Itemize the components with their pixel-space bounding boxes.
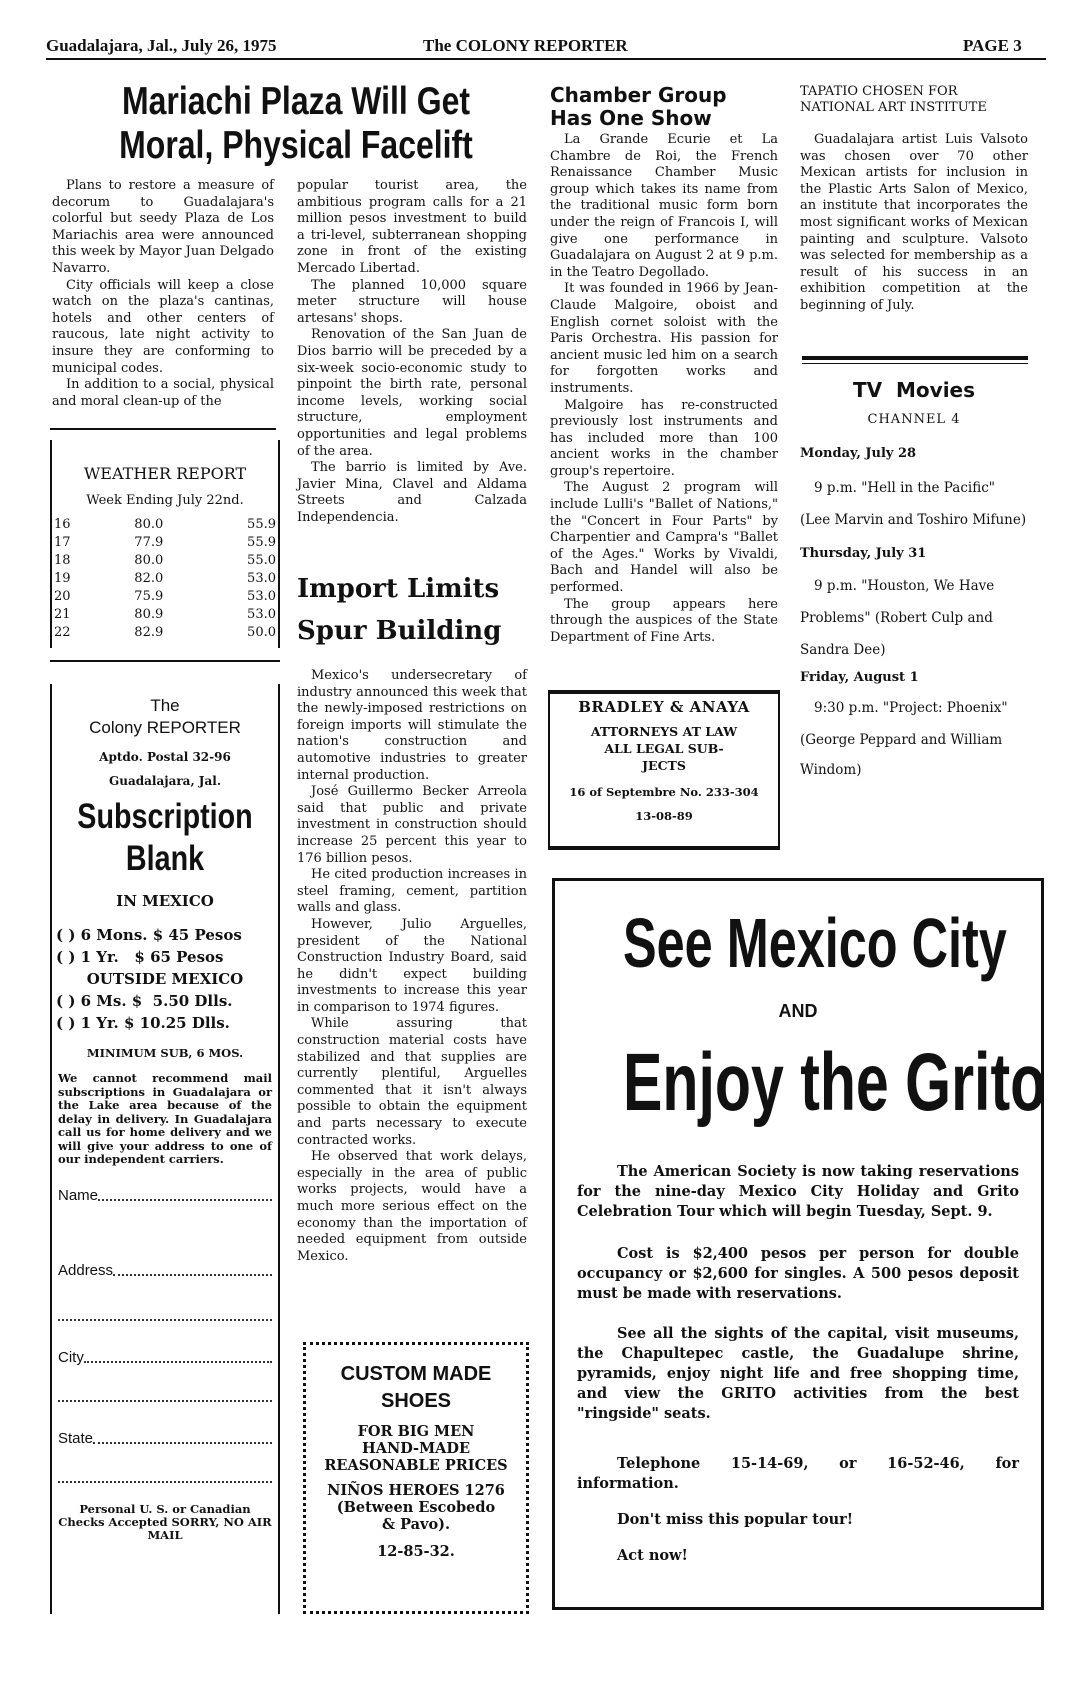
- mexico-headline-1: See Mexico City: [623, 904, 1007, 982]
- tv-friday-film: 9:30 p.m. "Project: Phoenix": [814, 700, 1008, 716]
- shoes-line-1: CUSTOM MADE: [340, 1363, 492, 1385]
- mexico-and: AND: [778, 1001, 818, 1021]
- mexico-para-5: Don't miss this popular tour!: [617, 1511, 854, 1528]
- lawyers-phone: 13-08-89: [635, 809, 693, 823]
- weather-row: 22 82.9 50.0: [54, 625, 276, 640]
- shoes-line-2: SHOES: [380, 1390, 452, 1412]
- subscription-title-line2: Blank: [125, 839, 205, 878]
- lawyers-ad: [548, 690, 780, 850]
- mexico-para-3: See all the sights of the capital, visit museums, the Chapultepec castle, the Guadalupe shrine, pyramids, enjoy night life and free shopping time, and view the GRITO activities from the best "ringside" seats.: [577, 1325, 1019, 1422]
- tv-monday-film: 9 p.m. "Hell in the Pacific": [814, 480, 995, 496]
- chamber-headline-line1: Chamber Group: [550, 83, 727, 107]
- mariachi-headline: [46, 80, 546, 168]
- imports-para-3: He cited production increases in steel framing, cement, partition walls and glass.: [297, 867, 527, 916]
- subscription-title: [52, 796, 278, 880]
- chamber-body: [550, 132, 778, 646]
- tv-friday: Friday, August 1: [800, 670, 919, 685]
- tv-title: TV Movies: [852, 378, 976, 402]
- subscription-colony-reporter: Colony REPORTER: [89, 718, 241, 737]
- shoes-ad: [303, 1342, 529, 1614]
- subscription-outside: OUTSIDE MEXICO: [86, 970, 244, 988]
- tv-thursday-cast: Sandra Dee): [800, 642, 886, 658]
- city-extra-line[interactable]: [58, 1400, 272, 1402]
- chamber-para-4: The August 2 program will include Lulli's "Ballet of Nations," the "Concert in Four Parts" by Charpentier and Campra's "Ballet of the Ages." Works by Vivaldi, Bach and Handel will also be performed.: [550, 480, 778, 596]
- state-label: State: [58, 1429, 94, 1447]
- imports-headline-line1: Import Limits: [297, 574, 500, 604]
- mariachi-column-2: [297, 178, 527, 526]
- lawyers-name: BRADLEY & ANAYA: [578, 698, 750, 716]
- subscription-rate-3: ( ) 6 Ms. $ 5.50 Dlls.: [56, 992, 233, 1010]
- imports-body: [297, 668, 527, 1265]
- imports-para-1: Mexico's undersecretary of industry announced this week that the newly-imposed restrictions on foreign imports will stimulate the nation's construction and automotive industries to greater internal production.: [297, 668, 527, 783]
- mexico-body: [577, 1162, 1019, 1566]
- mariachi-para-4: popular tourist area, the ambitious program calls for a 21 million pesos investment to build a tri-level, subterranean shopping zone in front of the existing Mercado Libertad.: [297, 178, 527, 276]
- subscription-rate-1: ( ) 6 Mons. $ 45 Pesos: [56, 926, 242, 944]
- tapatio-para: Guadalajara artist Luis Valsoto was chosen over 70 other Mexican artists for inclusion in the Plastic Arts Salon of Mexico, an institute that incorporates the most significant works of Mexican painting and sculpture. Valsoto was selected for membership as a result of his success in an exhibition competition at the beginning of July.: [800, 132, 1028, 313]
- mexico-para-4: Telephone 15-14-69, or 16-52-46, for information.: [577, 1455, 1019, 1492]
- weather-row: 21 80.9 53.0: [54, 607, 276, 622]
- mexico-para-1: The American Society is now taking reservations for the nine-day Mexico City Holiday and Grito Celebration Tour which will begin Tuesday, Sept. 9.: [577, 1163, 1019, 1220]
- weather-bottom-rule: [50, 660, 280, 662]
- address-label: Address: [58, 1261, 114, 1279]
- subscription-name-field[interactable]: [58, 1187, 272, 1204]
- name-label: Name: [58, 1186, 99, 1204]
- mariachi-headline-line2: Moral, Physical Facelift: [119, 124, 473, 167]
- lawyers-line-3: ALL LEGAL SUB-: [604, 741, 724, 756]
- subscription-city-field[interactable]: [58, 1349, 272, 1366]
- weather-row: 18 80.0 55.0: [54, 553, 276, 568]
- address-extra-line[interactable]: [58, 1319, 272, 1321]
- city-label: City: [58, 1348, 84, 1366]
- tapatio-rule-thin: [802, 363, 1028, 364]
- mariachi-column-1: [52, 178, 274, 410]
- imports-para-5: While assuring that construction material costs have stabilized and that supplies are currently plentiful, Arguelles commented that it isn't always possible to obtain the equipment and parts necessary to execute contracted works.: [297, 1016, 527, 1148]
- lawyers-line-4: JECTS: [642, 758, 686, 773]
- mariachi-para-5: The planned 10,000 square meter structure will house artesans' shops.: [297, 277, 527, 326]
- mexico-city-ad: [552, 878, 1047, 1610]
- subscription-rate-4: ( ) 1 Yr. $ 10.25 Dlls.: [56, 1014, 230, 1032]
- shoes-line-4: HAND-MADE: [362, 1440, 470, 1457]
- imports-headline-line2: Spur Building: [297, 616, 502, 646]
- mariachi-para-2: City officials will keep a close watch on the plaza's cantinas, hotels and other centers of raucous, late night activity to insure they are conforming to municipal codes.: [52, 277, 274, 376]
- mexico-para-6: Act now!: [617, 1547, 688, 1564]
- subscription-in-mexico: IN MEXICO: [116, 892, 214, 910]
- subscription-title-line1: Subscription: [77, 797, 253, 836]
- weather-subtitle: Week Ending July 22nd.: [86, 493, 244, 508]
- weather-row: 20 75.9 53.0: [54, 589, 276, 604]
- subscription-notice: We cannot recommend mail subscriptions in Guadalajara or the Lake area because of the delay in delivery. In Guadalajara call us for home delivery and we will give your address to one of our independent carriers.: [58, 1071, 272, 1166]
- tv-thursday-film: 9 p.m. "Houston, We Have: [814, 578, 995, 594]
- shoes-line-6: NIÑOS HEROES 1276: [327, 1482, 505, 1499]
- weather-row: 17 77.9 55.9: [54, 535, 276, 550]
- subscription-state-field[interactable]: [58, 1430, 272, 1447]
- chamber-para-2: It was founded in 1966 by Jean-Claude Malgoire, oboist and English cornet soloist with the Paris Orchestra. His passion for ancient music led him on a search for forgotten works and instruments.: [550, 281, 778, 396]
- subscription-address-field[interactable]: [58, 1262, 272, 1279]
- subscription-city: Guadalajara, Jal.: [108, 774, 221, 788]
- tapatio-body: [800, 132, 1028, 315]
- mexico-headline-2: Enjoy the Grito: [623, 1037, 1047, 1128]
- tv-friday-cast: (George Peppard and William: [800, 732, 1003, 748]
- subscription-footer: Personal U. S. or Canadian Checks Accepted SORRY, NO AIR MAIL: [58, 1501, 272, 1542]
- lawyers-line-2: ATTORNEYS AT LAW: [590, 724, 738, 739]
- mariachi-para-1: Plans to restore a measure of decorum to Guadalajara's colorful but seedy Plaza de Los Mariachis area were announced this week by Mayor Juan Delgado Navarro.: [52, 178, 274, 276]
- chamber-headline: [550, 84, 780, 130]
- shoes-line-3: FOR BIG MEN: [357, 1423, 475, 1440]
- subscription-the: The: [150, 696, 180, 715]
- subscription-minimum: MINIMUM SUB, 6 MOS.: [86, 1046, 244, 1060]
- weather-title: WEATHER REPORT: [83, 464, 247, 483]
- tv-channel: CHANNEL 4: [867, 412, 961, 427]
- mariachi-para-7: The barrio is limited by Ave. Javier Mina, Clavel and Aldama Streets and Calzada Independencia.: [297, 460, 527, 525]
- tapatio-headline-line2: NATIONAL ART INSTITUTE: [800, 100, 987, 115]
- weather-row: 19 82.0 53.0: [54, 571, 276, 586]
- chamber-para-3: Malgoire has re-constructed previously lost instruments and has included more than 100 ancient works in the chamber group's repertoire.: [550, 397, 778, 479]
- state-extra-line[interactable]: [58, 1481, 272, 1483]
- mariachi-para-3: In addition to a social, physical and moral clean-up of the: [52, 377, 274, 409]
- tv-thursday: Thursday, July 31: [800, 546, 927, 561]
- imports-para-2: José Guillermo Becker Arreola said that public and private investment in construction should increase 25 percent this year to 176 billion pesos.: [297, 784, 527, 866]
- header-location-date: Guadalajara, Jal., July 26, 1975: [46, 36, 277, 55]
- lawyers-address: 16 of Septembre No. 233-304: [569, 785, 759, 799]
- header-page-number: PAGE 3: [963, 36, 1022, 55]
- subscription-box: [50, 684, 280, 1614]
- mexico-para-2: Cost is $2,400 pesos per person for double occupancy or $2,600 for singles. A 500 pesos deposit must be made with reservations.: [577, 1245, 1019, 1302]
- tv-monday-cast: (Lee Marvin and Toshiro Mifune): [800, 512, 1027, 528]
- chamber-headline-line2: Has One Show: [550, 106, 712, 130]
- weather-row: 16 80.0 55.9: [54, 517, 276, 532]
- shoes-line-7: (Between Escobedo: [336, 1499, 496, 1516]
- mariachi-col1-rule: [50, 428, 276, 430]
- tv-thursday-film-2: Problems" (Robert Culp and: [800, 610, 993, 626]
- subscription-aptdo: Aptdo. Postal 32-96: [99, 750, 231, 764]
- tapatio-headline: [800, 84, 1028, 116]
- tv-movies: [800, 378, 1028, 783]
- imports-para-6: He observed that work delays, especially in the area of public works projects, would have a much more serious effect on the economy than the importation of needed equipment from outside Mexico.: [297, 1149, 527, 1264]
- shoes-line-8: & Pavo).: [381, 1516, 451, 1533]
- chamber-para-5: The group appears here through the auspices of the State Department of Fine Arts.: [550, 596, 778, 645]
- tapatio-headline-line1: TAPATIO CHOSEN FOR: [800, 84, 958, 99]
- subscription-rate-2: ( ) 1 Yr. $ 65 Pesos: [56, 948, 224, 966]
- tv-monday: Monday, July 28: [800, 446, 917, 461]
- imports-headline: [297, 568, 527, 652]
- mariachi-para-6: Renovation of the San Juan de Dios barrio will be preceded by a six-week socio-economic study to pinpoint the birth rate, personal income levels, working social structure, employment opportunities and legal problems of the area.: [297, 327, 527, 459]
- chamber-para-1: La Grande Ecurie et La Chambre de Roi, the French Renaissance Chamber Music group which takes its name from the traditional music form born under the reign of Francois I, will give one performance in Guadalajara on August 2 at 9 p.m. in the Teatro Degollado.: [550, 132, 778, 280]
- tapatio-rule: [802, 356, 1028, 360]
- header-rule: [46, 58, 1046, 60]
- shoes-line-5: REASONABLE PRICES: [324, 1457, 508, 1474]
- tv-friday-cast-2: Windom): [800, 762, 862, 778]
- weather-table: [52, 516, 278, 642]
- mariachi-headline-line1: Mariachi Plaza Will Get: [121, 80, 471, 123]
- imports-para-4: However, Julio Arguelles, president of the National Construction Industry Board, said he didn't expect building investments to increase this year in comparison to 1974 figures.: [297, 916, 527, 1015]
- header-paper-name: The COLONY REPORTER: [423, 36, 628, 55]
- weather-report-box: [50, 440, 280, 648]
- shoes-phone: 12-85-32.: [377, 1543, 455, 1560]
